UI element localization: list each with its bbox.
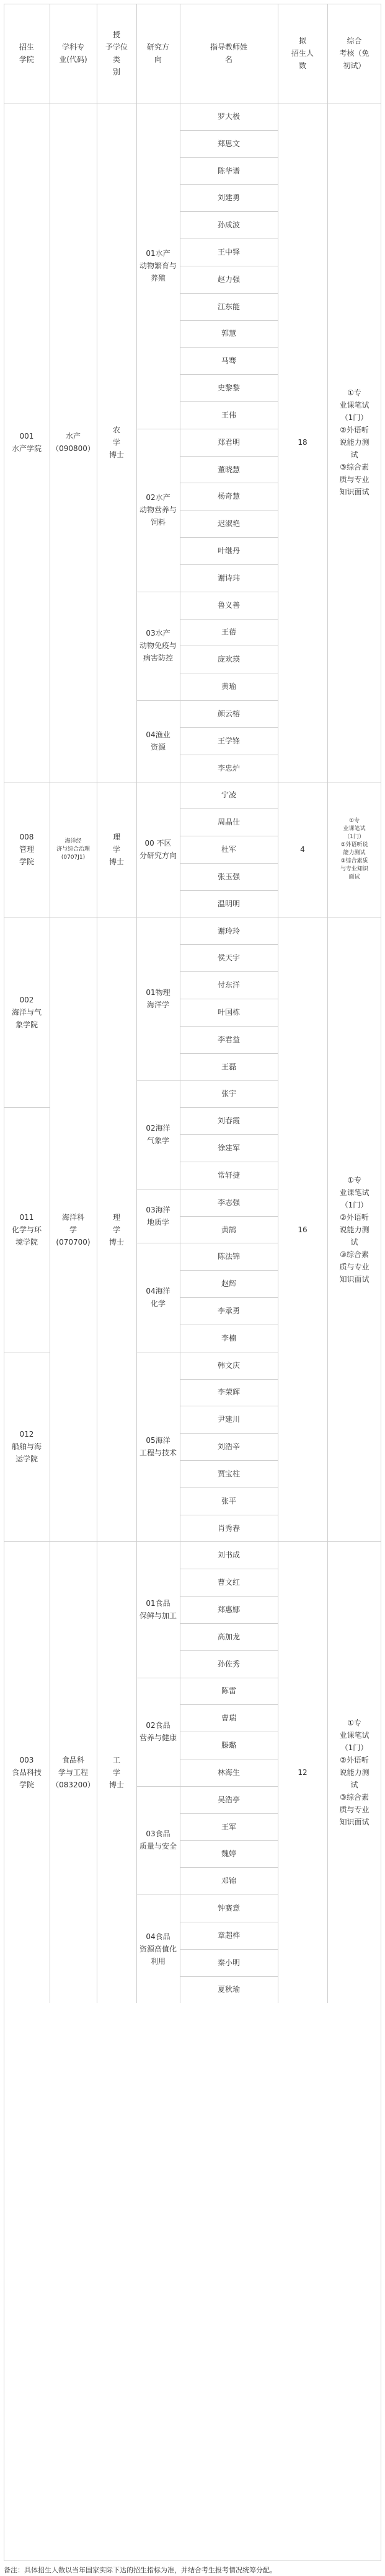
major-cell: 海洋科 学 (070700) bbox=[56, 1212, 91, 1246]
tutor-name: 刘书成 bbox=[217, 1551, 240, 1560]
direction-cell: 03海洋 地质学 bbox=[146, 1205, 170, 1227]
tutor-divider bbox=[180, 1433, 278, 1434]
tutor-name: 吴浩亭 bbox=[217, 1795, 240, 1804]
college-cell: 001 水产学院 bbox=[11, 431, 42, 453]
tutor-name: 章超桦 bbox=[217, 1930, 240, 1940]
tutor-name: 李承勇 bbox=[217, 1306, 240, 1315]
tutor-divider bbox=[180, 890, 278, 891]
tutor-divider bbox=[180, 1053, 278, 1054]
tutor-name: 钟赛意 bbox=[217, 1904, 240, 1913]
tutor-divider bbox=[180, 1596, 278, 1597]
tutor-divider bbox=[180, 293, 278, 294]
column-divider bbox=[136, 782, 137, 918]
tutor-name: 高加龙 bbox=[217, 1632, 240, 1641]
enrollment-count: 4 bbox=[300, 845, 305, 854]
tutor-name: 滕璐 bbox=[221, 1741, 236, 1750]
column-divider bbox=[327, 918, 328, 1542]
tutor-divider bbox=[180, 211, 278, 212]
major-cell: 水产 （090800） bbox=[51, 431, 95, 453]
tutor-divider bbox=[180, 1460, 278, 1461]
tutor-name: 孙佐秀 bbox=[217, 1659, 240, 1668]
tutor-divider bbox=[180, 1704, 278, 1705]
college-cell: 008 管理 学院 bbox=[19, 833, 34, 867]
tutor-name: 尹建川 bbox=[217, 1415, 240, 1424]
tutor-divider bbox=[180, 971, 278, 972]
tutor-name: 肖秀春 bbox=[217, 1523, 240, 1533]
tutor-name: 孙成波 bbox=[217, 221, 240, 230]
tutor-name: 李君益 bbox=[217, 1035, 240, 1044]
college-divider bbox=[4, 1107, 50, 1108]
exam-cell: ①专 业课笔试 （1门） ②外语听 说能力测 试 ③综合素 质与专业 知识面试 bbox=[339, 1718, 370, 1826]
tutor-name: 付东洋 bbox=[217, 981, 240, 990]
header-enrollment: 拟 招生人 数 bbox=[291, 37, 314, 70]
tutor-divider bbox=[180, 1840, 278, 1841]
tutor-divider bbox=[180, 320, 278, 321]
tutor-name: 邓锦 bbox=[221, 1877, 236, 1886]
direction-cell: 02食品 营养与健康 bbox=[139, 1721, 177, 1743]
direction-cell: 05海洋 工程与技术 bbox=[139, 1436, 177, 1458]
tutor-name: 王学锋 bbox=[217, 736, 240, 745]
tutor-divider bbox=[180, 1976, 278, 1977]
direction-cell: 02海洋 气象学 bbox=[146, 1124, 170, 1146]
exam-cell: ①专 业课笔试 （1门） ②外语听 说能力测 试 ③综合素 质与专业 知识面试 bbox=[339, 1175, 370, 1284]
tutor-divider bbox=[180, 1134, 278, 1135]
tutor-name: 赵辉 bbox=[221, 1279, 236, 1289]
direction-cell: 03水产 动物免疫与 病害防控 bbox=[139, 629, 177, 663]
footer-note: 备注：具体招生人数以当年国家实际下达的招生指标为准，并结合考生报考情况统筹分配。 bbox=[4, 2566, 277, 2574]
tutor-name: 王蓓 bbox=[221, 628, 236, 637]
tutor-name: 陈雷 bbox=[221, 1686, 236, 1696]
college-cell: 002 海洋与气 象学院 bbox=[11, 995, 42, 1029]
tutor-name: 王伟 bbox=[221, 410, 236, 419]
tutor-name: 杜军 bbox=[221, 845, 236, 854]
tutor-name: 韩文庆 bbox=[217, 1360, 240, 1370]
college-cell: 011 化学与环 境学院 bbox=[11, 1212, 42, 1246]
degree-cell: 理 学 博士 bbox=[108, 833, 124, 867]
tutor-divider bbox=[180, 347, 278, 348]
column-divider bbox=[327, 782, 328, 918]
tutor-name: 刘春霞 bbox=[217, 1116, 240, 1126]
tutor-name: 李志强 bbox=[217, 1198, 240, 1207]
tutor-divider bbox=[180, 1867, 278, 1868]
header-college: 招生 学院 bbox=[19, 43, 34, 64]
exam-cell: ①专 业课笔试 （1门） ②外语听说 能力测试 ③综合素质 与专业知识 面试 bbox=[340, 818, 368, 881]
tutor-name: 李忠炉 bbox=[217, 763, 240, 773]
tutor-name: 庞欢瑛 bbox=[217, 655, 240, 664]
direction-cell: 04渔业 资源 bbox=[146, 730, 170, 751]
header-exam: 综合 考核（免 初试） bbox=[339, 37, 370, 70]
tutor-name: 张玉强 bbox=[217, 872, 240, 881]
tutor-name: 叶国栋 bbox=[217, 1007, 240, 1017]
tutor-name: 谢玲玲 bbox=[217, 926, 240, 935]
tutor-name: 迟淑艳 bbox=[217, 519, 240, 528]
direction-cell: 00 不区 分研究方向 bbox=[139, 839, 177, 861]
tutor-divider bbox=[180, 1026, 278, 1027]
tutor-divider bbox=[180, 863, 278, 864]
tutor-name: 马骞 bbox=[221, 356, 236, 366]
tutor-name: 郑惠娜 bbox=[217, 1605, 240, 1614]
tutor-name: 温明明 bbox=[217, 899, 240, 908]
enrollment-count: 16 bbox=[298, 1225, 308, 1234]
tutor-name: 侯天宇 bbox=[217, 953, 240, 963]
direction-cell: 01食品 保鲜与加工 bbox=[139, 1599, 177, 1620]
column-divider bbox=[327, 103, 328, 782]
enrollment-count: 18 bbox=[298, 437, 308, 447]
tutor-name: 林海生 bbox=[217, 1768, 240, 1777]
tutor-divider bbox=[180, 1949, 278, 1950]
tutor-name: 张平 bbox=[221, 1496, 236, 1505]
tutor-divider bbox=[180, 619, 278, 620]
header-direction: 研究方 向 bbox=[146, 43, 169, 64]
enrollment-count: 12 bbox=[298, 1768, 308, 1777]
tutor-divider bbox=[180, 727, 278, 728]
college-cell: 012 船舶与海 运学院 bbox=[11, 1430, 42, 1464]
exam-cell: ①专 业课笔试 （1门） ②外语听 说能力测 试 ③综合素 质与专业 知识面试 bbox=[339, 388, 370, 496]
major-cell: 食品科 学与工程 （083200） bbox=[51, 1755, 95, 1789]
tutor-name: 夏秋瑜 bbox=[217, 1985, 240, 1994]
tutor-name: 谢诗玮 bbox=[217, 573, 240, 582]
tutor-name: 周晶仕 bbox=[217, 818, 240, 827]
tutor-divider bbox=[180, 1270, 278, 1271]
tutor-name: 董晓慧 bbox=[217, 465, 240, 474]
column-divider bbox=[136, 103, 137, 782]
tutor-divider bbox=[180, 401, 278, 402]
tutor-divider bbox=[180, 1216, 278, 1217]
tutor-name: 叶继丹 bbox=[217, 546, 240, 556]
tutor-name: 赵力强 bbox=[217, 274, 240, 284]
tutor-name: 鲁义善 bbox=[217, 600, 240, 610]
column-divider bbox=[136, 918, 137, 1542]
tutor-name: 陈华谱 bbox=[217, 166, 240, 175]
tutor-name: 郭慧 bbox=[221, 329, 236, 338]
tutor-divider bbox=[180, 374, 278, 375]
tutor-name: 张宇 bbox=[221, 1089, 236, 1098]
tutor-divider bbox=[180, 456, 278, 457]
tutor-divider bbox=[180, 130, 278, 131]
tutor-name: 黄瑜 bbox=[221, 682, 236, 691]
tutor-divider bbox=[180, 537, 278, 538]
tutor-name: 刘建勇 bbox=[217, 193, 240, 203]
tutor-name: 宁凌 bbox=[221, 791, 236, 800]
direction-cell: 03食品 质量与安全 bbox=[139, 1829, 177, 1851]
tutor-divider bbox=[180, 944, 278, 945]
major-cell: 海洋经 济与综合治理 (0707J1) bbox=[56, 838, 90, 861]
tutor-name: 曹文红 bbox=[217, 1578, 240, 1587]
tutor-divider bbox=[180, 1487, 278, 1488]
tutor-name: 曹瑞 bbox=[221, 1714, 236, 1723]
tutor-name: 王磊 bbox=[221, 1062, 236, 1071]
tutor-divider bbox=[180, 1107, 278, 1108]
tutor-name: 郑君明 bbox=[217, 437, 240, 447]
tutor-divider bbox=[180, 1623, 278, 1624]
tutor-name: 颜云榕 bbox=[217, 709, 240, 718]
tutor-divider bbox=[180, 1379, 278, 1380]
tutor-name: 罗大极 bbox=[217, 112, 240, 121]
direction-cell: 01水产 动物繁育与 养殖 bbox=[139, 248, 177, 283]
tutor-divider bbox=[180, 808, 278, 809]
tutor-name: 贾宝柱 bbox=[217, 1469, 240, 1478]
tutor-name: 刘浩辛 bbox=[217, 1442, 240, 1452]
header-column-divider bbox=[136, 4, 137, 103]
tutor-divider bbox=[180, 1297, 278, 1298]
degree-cell: 农 学 博士 bbox=[108, 425, 124, 459]
degree-cell: 理 学 博士 bbox=[108, 1212, 124, 1246]
tutor-name: 常轩捷 bbox=[217, 1170, 240, 1180]
direction-cell: 04海洋 化学 bbox=[146, 1287, 170, 1308]
tutor-name: 江东能 bbox=[217, 302, 240, 311]
degree-cell: 工 学 博士 bbox=[108, 1755, 124, 1789]
tutor-divider bbox=[180, 1650, 278, 1651]
tutor-divider bbox=[180, 1813, 278, 1814]
tutor-divider bbox=[180, 564, 278, 565]
tutor-name: 王中铎 bbox=[217, 248, 240, 256]
tutor-name: 黄鹄 bbox=[221, 1225, 236, 1234]
direction-cell: 01物理 海洋学 bbox=[146, 988, 170, 1010]
tutor-name: 魏婷 bbox=[221, 1849, 236, 1859]
college-cell: 003 食品科技 学院 bbox=[11, 1755, 42, 1789]
tutor-name: 杨奇慧 bbox=[217, 492, 240, 501]
tutor-name: 郑思文 bbox=[217, 139, 240, 148]
header-major: 学科专 业(代码) bbox=[59, 43, 87, 64]
tutor-name: 李荣辉 bbox=[217, 1388, 240, 1397]
tutor-name: 王军 bbox=[221, 1822, 236, 1831]
tutor-divider bbox=[180, 184, 278, 185]
tutor-name: 陈法锦 bbox=[217, 1252, 240, 1261]
direction-cell: 04食品 资源高值化 利用 bbox=[139, 1932, 177, 1966]
tutor-divider bbox=[180, 157, 278, 158]
column-divider bbox=[136, 1541, 137, 2003]
tutor-name: 李楠 bbox=[221, 1333, 236, 1343]
tutor-name: 徐建军 bbox=[217, 1144, 240, 1153]
header-tutor: 指导教师姓 名 bbox=[210, 43, 247, 64]
tutor-name: 秦小明 bbox=[217, 1958, 240, 1967]
header-degree-type: 授 予学位 类 别 bbox=[105, 30, 128, 76]
header-column-divider bbox=[327, 4, 328, 103]
tutor-name: 史黎黎 bbox=[217, 383, 240, 393]
column-divider bbox=[327, 1541, 328, 2003]
direction-cell: 02水产 动物营养与 饲料 bbox=[139, 493, 177, 527]
